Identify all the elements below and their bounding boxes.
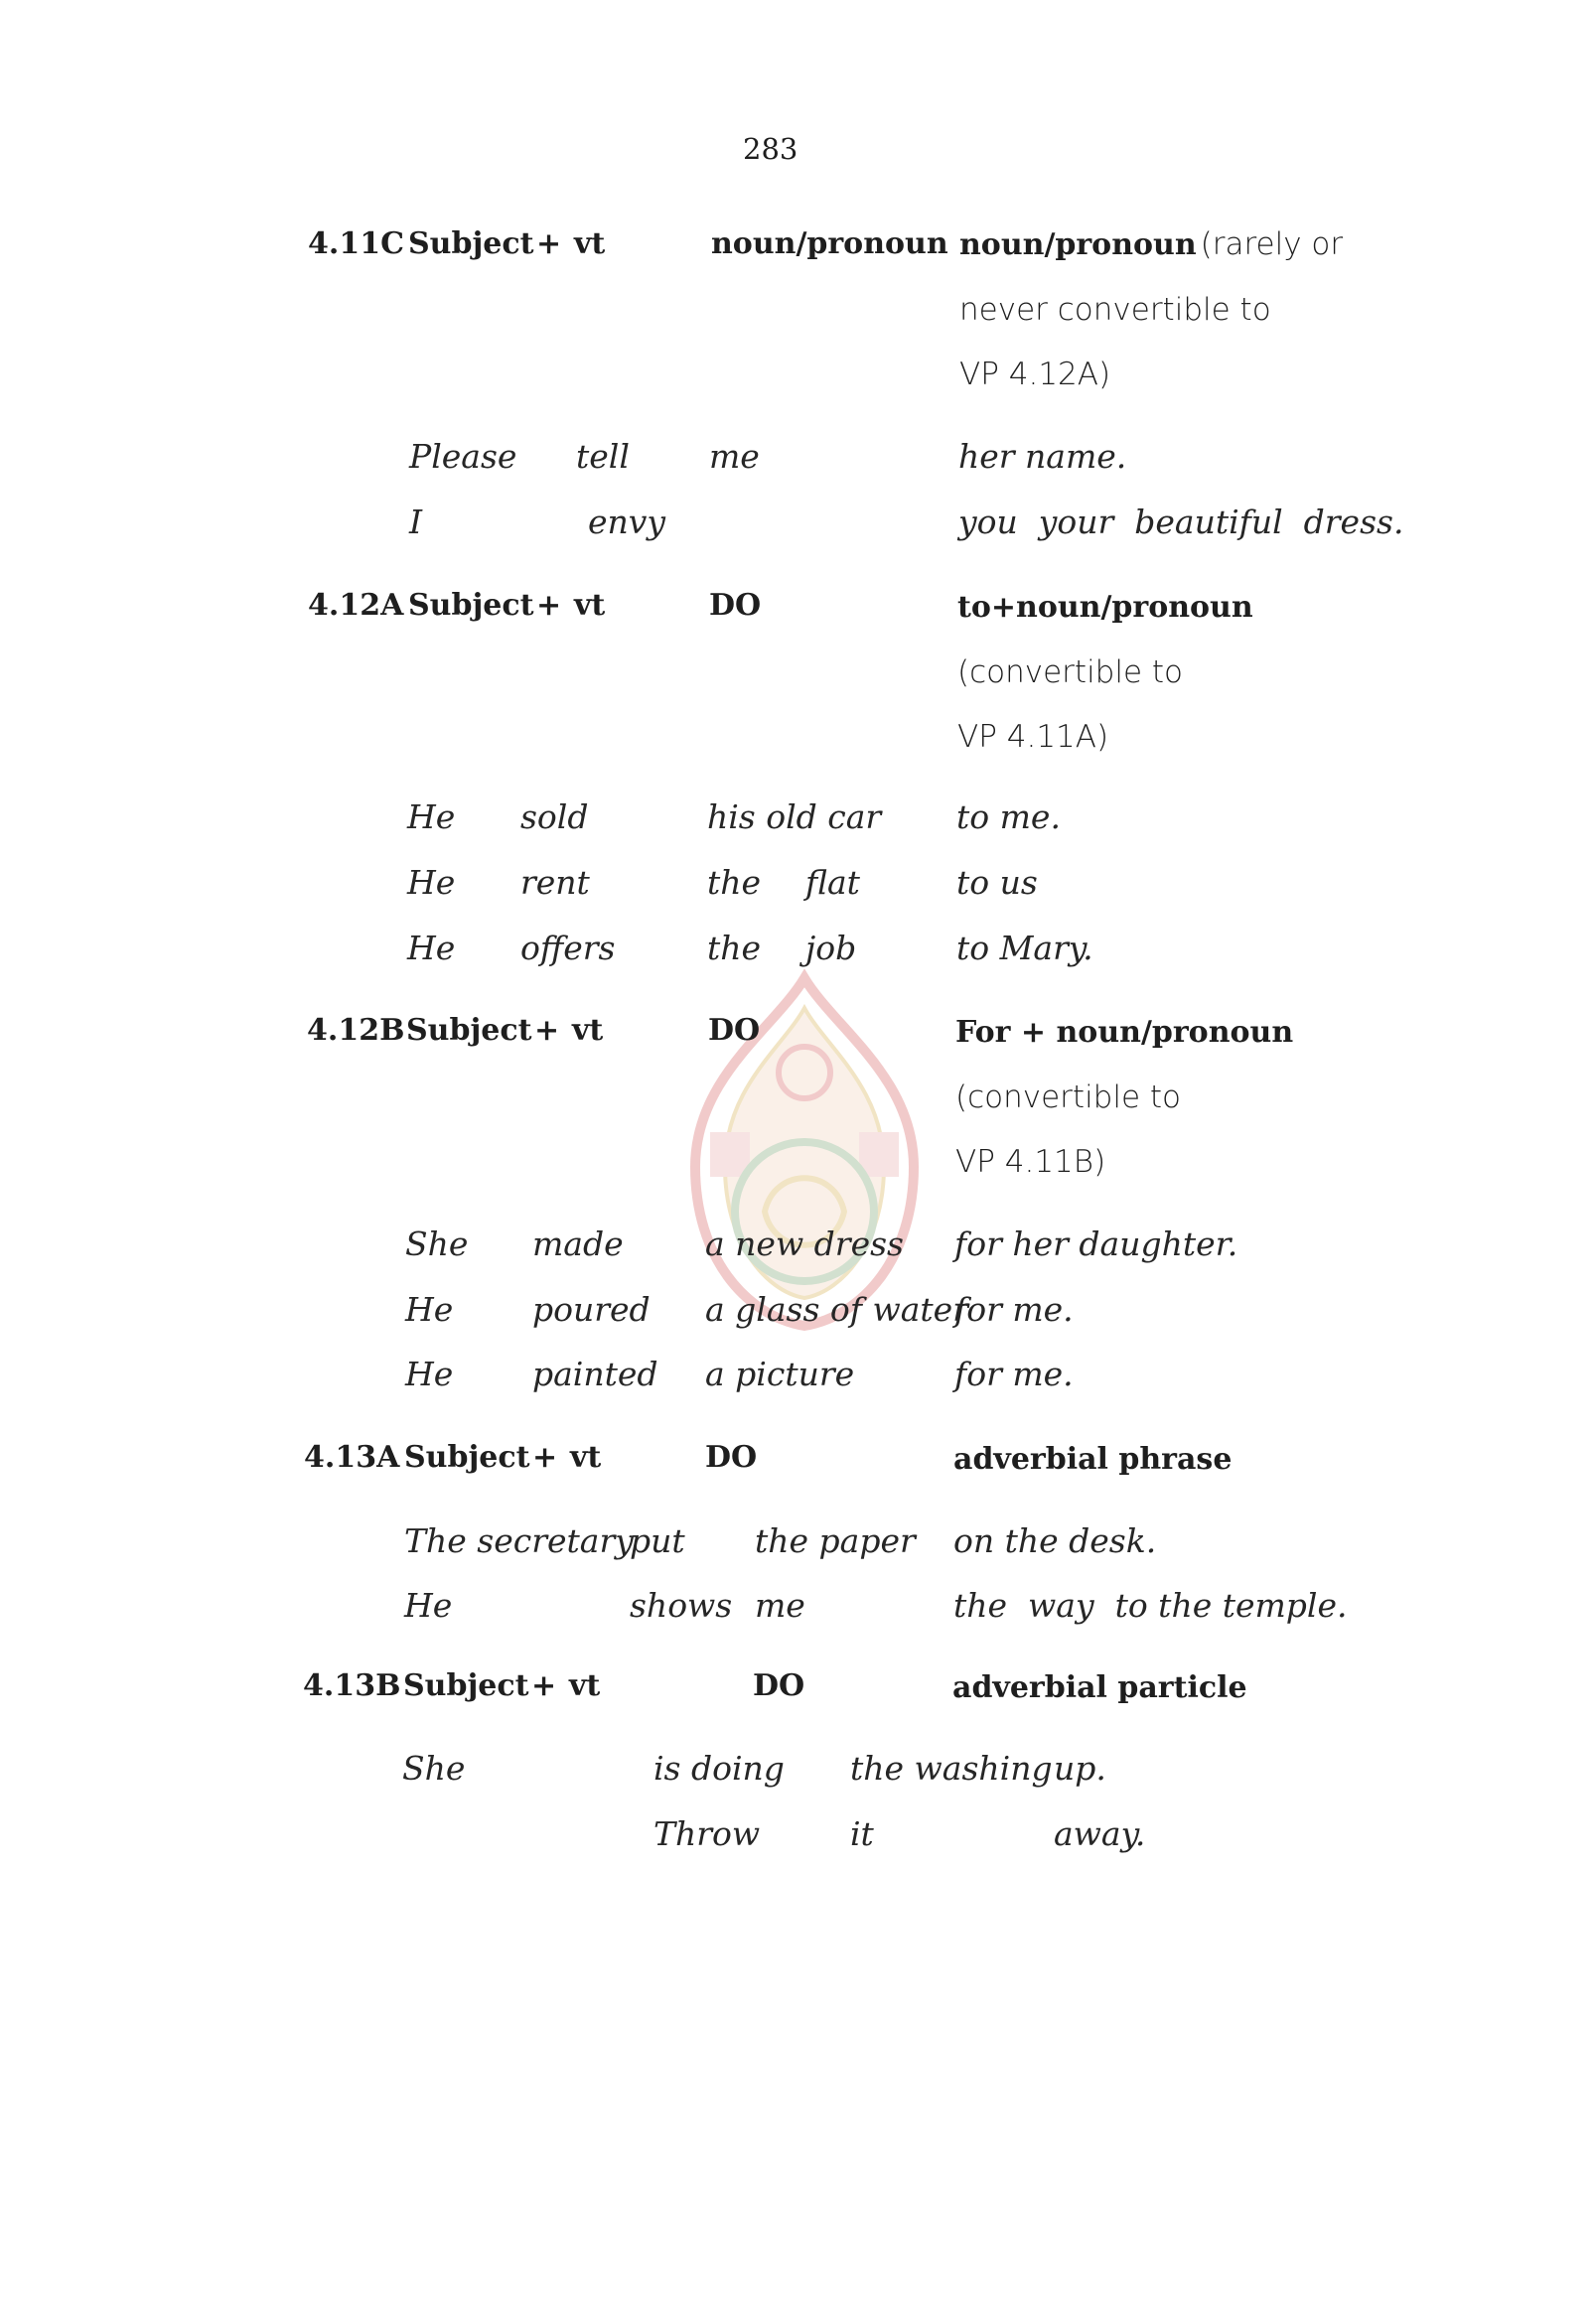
- example-object: a glass of water: [705, 1290, 968, 1329]
- subject-label: Subject: [403, 1668, 529, 1703]
- section-code: 4.11C: [308, 226, 404, 261]
- example-object: the washing: [850, 1749, 1053, 1788]
- section-code: 4.13A: [304, 1440, 400, 1475]
- example-object: his old car: [707, 797, 882, 836]
- example-verb: sold: [520, 797, 589, 836]
- example-complement: up.: [1054, 1749, 1106, 1788]
- example-object-noun: job: [805, 929, 857, 967]
- example-subject: I: [409, 503, 423, 541]
- example-subject: He: [405, 1355, 454, 1393]
- example-complement: for her daughter.: [954, 1224, 1238, 1263]
- col4-label: For + noun/pronoun: [955, 1015, 1294, 1050]
- vt-label: vt: [570, 1440, 602, 1475]
- example-subject: The secretary: [404, 1521, 634, 1560]
- example-subject: She: [405, 1224, 469, 1263]
- example-object-det: the: [707, 863, 762, 902]
- example-verb: put: [630, 1521, 685, 1560]
- example-complement: to us: [956, 863, 1038, 902]
- example-verb: offers: [520, 929, 616, 967]
- example-complement: you your beautiful dress.: [958, 503, 1404, 541]
- example-subject: Please: [409, 437, 517, 476]
- example-complement: her name.: [958, 437, 1127, 476]
- example-object: me: [755, 1586, 805, 1625]
- col3-label: DO: [709, 588, 762, 623]
- subject-label: Subject: [408, 588, 534, 623]
- plus-sign: +: [534, 1013, 560, 1048]
- example-complement: to Mary.: [956, 929, 1093, 967]
- plus-sign: +: [532, 1440, 558, 1475]
- example-object-noun: flat: [805, 863, 860, 902]
- section-code: 4.12A: [308, 588, 404, 623]
- section-code: 4.13B: [303, 1668, 401, 1703]
- example-verb: Throw: [653, 1814, 761, 1853]
- example-object: the paper: [755, 1521, 916, 1560]
- example-verb: tell: [576, 437, 630, 476]
- note-line: never convertible to: [959, 292, 1271, 328]
- col3-label: DO: [705, 1440, 758, 1475]
- col3-label: noun/pronoun: [711, 226, 948, 261]
- subject-label: Subject: [406, 1013, 532, 1048]
- vt-label: vt: [574, 588, 606, 623]
- watermark-seal-icon: [655, 968, 953, 1336]
- note-line: (convertible to: [957, 654, 1184, 690]
- col4-label: adverbial phrase: [953, 1442, 1233, 1477]
- subject-label: Subject: [404, 1440, 530, 1475]
- page-number: 283: [743, 132, 798, 166]
- vt-label: vt: [572, 1013, 604, 1048]
- example-object: me: [709, 437, 760, 476]
- example-subject: She: [402, 1749, 466, 1788]
- col3-label: DO: [708, 1013, 761, 1048]
- example-subject: He: [407, 863, 456, 902]
- note-line: (convertible to: [955, 1080, 1182, 1115]
- note-line: VP 4.12A): [959, 357, 1111, 392]
- example-verb: rent: [520, 863, 590, 902]
- section-code: 4.12B: [307, 1013, 405, 1048]
- example-object: a new dress: [705, 1224, 904, 1263]
- example-complement: on the desk.: [953, 1521, 1157, 1560]
- example-subject: He: [407, 929, 456, 967]
- col4-label: adverbial particle: [952, 1670, 1247, 1705]
- plus-sign: +: [531, 1668, 557, 1703]
- col3-label: DO: [753, 1668, 805, 1703]
- vt-label: vt: [569, 1668, 601, 1703]
- note-line: VP 4.11A): [957, 719, 1109, 755]
- example-subject: He: [405, 1290, 454, 1329]
- plus-sign: +: [536, 226, 562, 261]
- col4-bold: noun/pronoun: [959, 227, 1197, 262]
- example-verb: shows: [630, 1586, 733, 1625]
- example-complement: to me.: [956, 797, 1061, 836]
- example-verb: made: [532, 1224, 624, 1263]
- subject-label: Subject: [408, 226, 534, 261]
- example-verb: poured: [532, 1290, 651, 1329]
- example-complement: away.: [1054, 1814, 1146, 1853]
- example-verb: is doing: [653, 1749, 785, 1788]
- note-line: VP 4.11B): [955, 1144, 1106, 1180]
- example-object: a picture: [705, 1355, 855, 1393]
- example-subject: He: [404, 1586, 453, 1625]
- example-verb: painted: [532, 1355, 658, 1393]
- vt-label: vt: [574, 226, 606, 261]
- example-object-det: the: [707, 929, 762, 967]
- example-complement: the way to the temple.: [953, 1586, 1348, 1625]
- col4-label: [959, 226, 1344, 262]
- col4-rest: (rarely or: [1200, 226, 1344, 262]
- example-verb: envy: [588, 503, 666, 541]
- plus-sign: +: [536, 588, 562, 623]
- example-complement: for me.: [954, 1355, 1074, 1393]
- example-complement: for me.: [954, 1290, 1074, 1329]
- col4-label: to+noun/pronoun: [957, 590, 1253, 625]
- example-subject: He: [407, 797, 456, 836]
- example-object: it: [850, 1814, 874, 1853]
